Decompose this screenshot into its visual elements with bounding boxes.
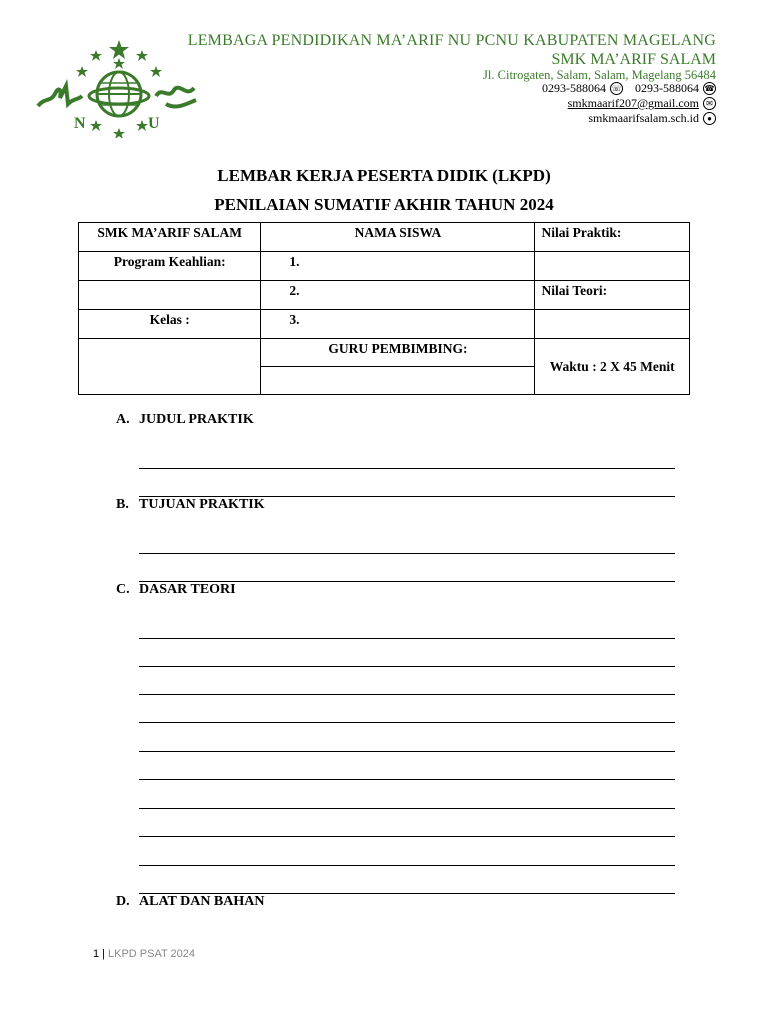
answer-line[interactable]: [139, 638, 675, 639]
footer-separator: |: [102, 948, 105, 960]
phone-icon: ☎: [704, 84, 715, 93]
guru-pembimbing-label: GURU PEMBIMBING:: [261, 339, 535, 367]
kelas-label: Kelas :: [79, 310, 261, 339]
document-title: LEMBAR KERJA PESERTA DIDIK (LKPD): [217, 166, 551, 185]
section-letter: C.: [116, 582, 130, 597]
answer-line[interactable]: [139, 468, 675, 469]
answer-line[interactable]: [139, 836, 675, 837]
program-keahlian-value[interactable]: [79, 281, 261, 310]
page-footer: [93, 948, 195, 960]
nilai-teori-label: Nilai Teori:: [535, 281, 690, 310]
student-1-field[interactable]: 1.: [261, 252, 535, 281]
answer-line[interactable]: [139, 808, 675, 809]
section-a-heading: [116, 412, 254, 428]
section-title: JUDUL PRAKTIK: [139, 412, 254, 427]
section-c-heading: [116, 582, 236, 598]
institution-name: LEMBAGA PENDIDIKAN MA’ARIF NU PCNU KABUPATEN MAGELANG: [187, 32, 716, 49]
website-text: smkmaarifsalam.sch.id: [588, 111, 699, 125]
section-letter: D.: [116, 894, 130, 909]
logo-letter-n: N: [74, 115, 86, 132]
nilai-teori-value[interactable]: [535, 310, 690, 339]
answer-line[interactable]: [139, 553, 675, 554]
school-name: SMK MA’ARIF SALAM: [551, 51, 716, 68]
section-letter: A.: [116, 412, 130, 427]
section-letter: B.: [116, 497, 129, 512]
globe-icon: ●: [703, 112, 716, 125]
mail-icon: ✉: [703, 97, 716, 110]
page-number: 1: [93, 948, 100, 960]
nilai-praktik-value[interactable]: [535, 252, 690, 281]
answer-line[interactable]: [139, 722, 675, 723]
footer-text: LKPD PSAT 2024: [107, 948, 196, 960]
school-address: Jl. Citrogaten, Salam, Salam, Magelang 56484: [483, 68, 716, 82]
answer-line[interactable]: [139, 751, 675, 752]
answer-line[interactable]: [139, 666, 675, 667]
phone-line: [542, 81, 716, 96]
section-d-heading: [116, 894, 265, 910]
section-title: DASAR TEORI: [139, 582, 236, 597]
email-line: [568, 96, 716, 111]
answer-line[interactable]: [139, 779, 675, 780]
nu-logo: [36, 38, 198, 138]
student-3-field[interactable]: 3.: [261, 310, 535, 339]
fax-icon: ☏: [611, 84, 622, 93]
nilai-praktik-label: Nilai Praktik:: [535, 223, 690, 252]
kelas-value[interactable]: [79, 339, 261, 395]
section-title: TUJUAN PRAKTIK: [139, 497, 265, 512]
school-cell: SMK MA’ARIF SALAM: [79, 223, 261, 252]
document-subtitle: PENILAIAN SUMATIF AKHIR TAHUN 2024: [214, 195, 554, 214]
guru-pembimbing-value[interactable]: [261, 367, 535, 395]
email-link[interactable]: smkmaarif207@gmail.com: [567, 96, 699, 110]
section-b-heading: [116, 497, 265, 513]
phone-number-1: 0293-588064: [542, 81, 606, 95]
website-line: [588, 111, 716, 126]
student-2-field[interactable]: 2.: [261, 281, 535, 310]
program-keahlian-label: Program Keahlian:: [79, 252, 261, 281]
section-title: ALAT DAN BAHAN: [139, 894, 265, 909]
student-info-table: [78, 222, 690, 395]
waktu-cell: Waktu : 2 X 45 Menit: [535, 339, 690, 395]
answer-line[interactable]: [139, 694, 675, 695]
nama-siswa-header: NAMA SISWA: [261, 223, 535, 252]
logo-letter-u: U: [148, 115, 160, 132]
phone-number-2: 0293-588064: [635, 81, 699, 95]
answer-line[interactable]: [139, 865, 675, 866]
